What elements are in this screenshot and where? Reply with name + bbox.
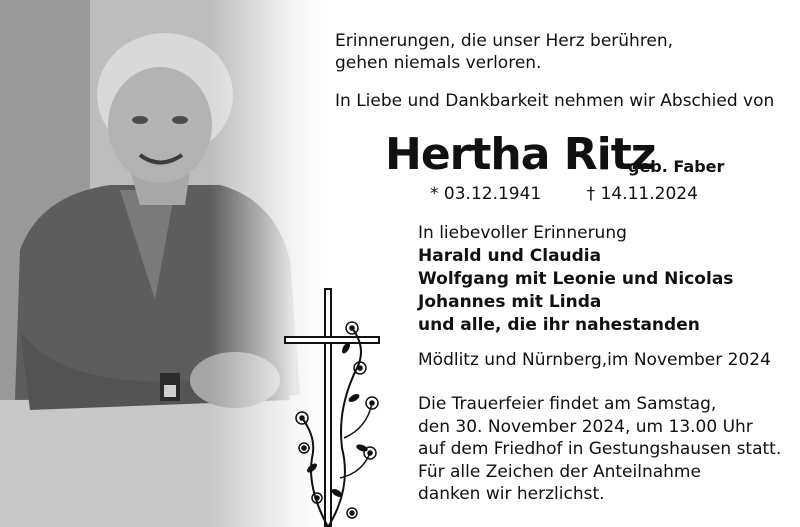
service-line: den 30. November 2024, um 13.00 Uhr xyxy=(418,416,753,437)
family-member: Johannes mit Linda xyxy=(418,292,602,312)
service-line: Für alle Zeichen der Anteilnahme xyxy=(418,461,701,482)
family-member: Wolfgang mit Leonie und Nicolas xyxy=(418,269,734,289)
cross-with-flowers-icon xyxy=(282,288,392,527)
service-line: Die Trauerfeier findet am Samstag, xyxy=(418,394,717,414)
deceased-name: Hertha Ritz xyxy=(385,129,656,180)
portrait-photo xyxy=(0,0,330,527)
family-member: Harald und Claudia xyxy=(418,246,602,266)
service-block xyxy=(418,393,781,506)
intro-text: In Liebe und Dankbarkeit nehmen wir Abschied von xyxy=(335,91,775,111)
quote-line-1: Erinnerungen, die unser Herz berühren, xyxy=(335,31,674,51)
service-line: danken wir herzlichst. xyxy=(418,484,605,504)
family-block xyxy=(418,222,733,337)
service-line: auf dem Friedhof in Gestungshausen statt. xyxy=(418,439,782,459)
death-date: † 14.11.2024 xyxy=(586,184,698,204)
birth-name: geb. Faber xyxy=(628,157,725,176)
place-date: Mödlitz und Nürnberg,im November 2024 xyxy=(418,350,771,370)
family-intro: In liebevoller Erinnerung xyxy=(418,223,627,243)
birth-date: * 03.12.1941 xyxy=(430,184,542,204)
life-dates xyxy=(430,184,698,204)
quote-line-2: gehen niemals verloren. xyxy=(335,53,542,73)
family-member: und alle, die ihr nahestanden xyxy=(418,315,700,335)
